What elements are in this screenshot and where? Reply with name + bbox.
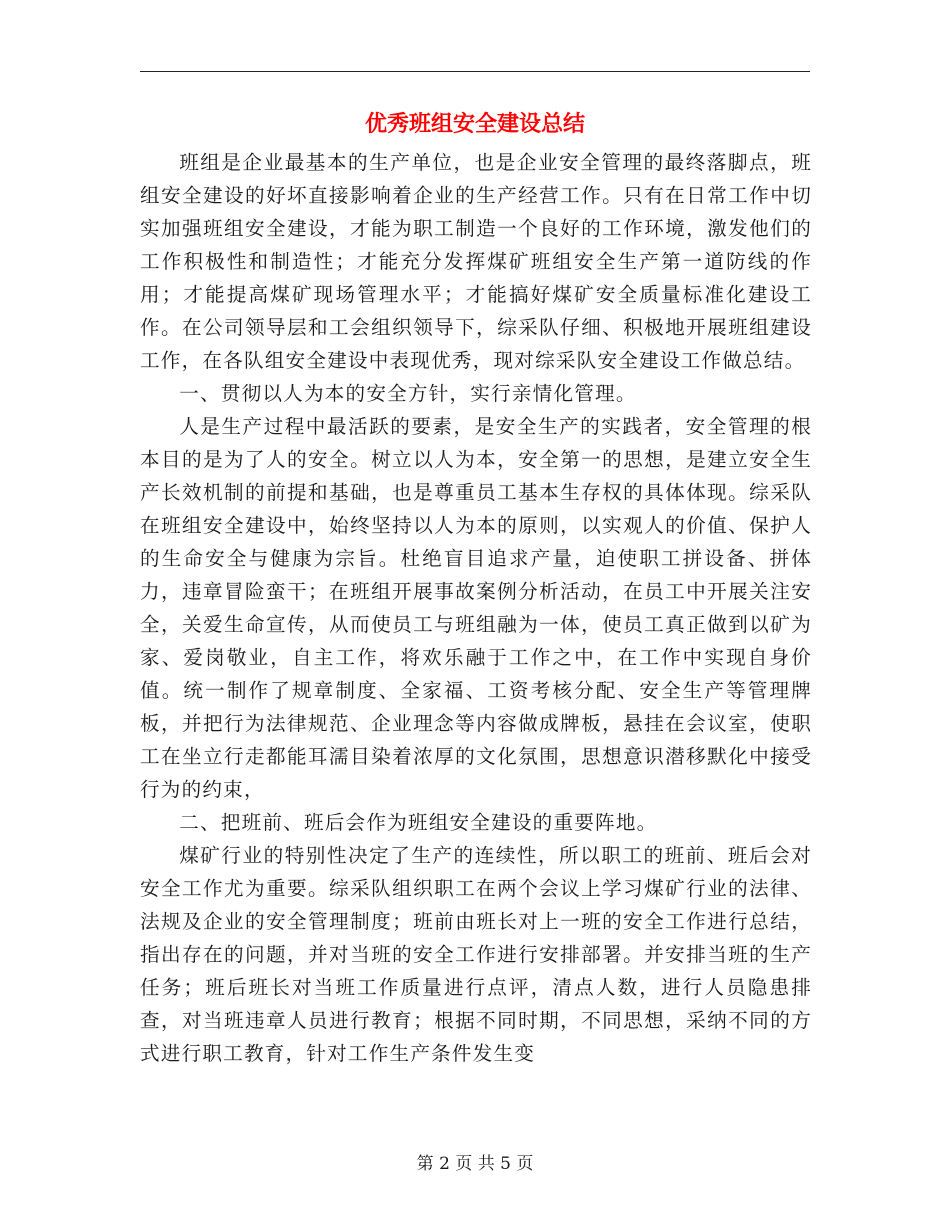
- section-heading-2: 二、把班前、班后会作为班组安全建设的重要阵地。: [179, 811, 658, 834]
- document-body: [140, 146, 812, 1070]
- footer-current-page: 2: [439, 1154, 450, 1174]
- document-title: 优秀班组安全建设总结: [364, 112, 585, 137]
- section-heading-1: 一、贯彻以人为本的安全方针，实行亲情化管理。: [179, 382, 637, 405]
- page-footer: [140, 1152, 810, 1176]
- paragraph-section-2: 煤矿行业的特别性决定了生产的连续性，所以职工的班前、班后会对安全工作尤为重要。综采队组织职工在两个会议上学习煤矿行业的法律、法规及企业的安全管理制度；班前由班长对上一班的安全工作进行总结，指出存在的问题，并对当班的安全工作进行安排部署。并安排当班的生产任务；班后班长对当班工作质量进行点评，清点人数，进行人员隐患排查，对当班违章人员进行教育；根据不同时期，不同思想，采纳不同的方式进行职工教育，针对工作生产条件发生变: [140, 844, 812, 1065]
- footer-suffix: 页: [516, 1154, 534, 1174]
- footer-page-word: 页: [455, 1154, 473, 1174]
- paragraph-section-1: 人是生产过程中最活跃的要素，是安全生产的实践者，安全管理的根本目的是为了人的安全。树立以人为本，安全第一的思想，是建立安全生产长效机制的前提和基础，也是尊重员工基本生存权的具体体现。综采队在班组安全建设中，始终坚持以人为本的原则，以实观人的价值、保护人的生命安全与健康为宗旨。杜绝盲目追求产量，迫使职工拼设备、拼体力，违章冒险蛮干；在班组开展事故案例分析活动，在员工中开展关注安全，关爱生命宣传，从而使员工与班组融为一体，使员工真正做到以矿为家、爱岗敬业，自主工作，将欢乐融于工作之中，在工作中实现自身价值。统一制作了规章制度、全家福、工资考核分配、安全生产等管理牌板，并把行为法律规范、企业理念等内容做成牌板，悬挂在会议室，使职工在坐立行走都能耳濡目染着浓厚的文化氛围，思想意识潜移默化中接受行为的约束，: [140, 415, 812, 801]
- paragraph-intro: 班组是企业最基本的生产单位，也是企业安全管理的最终落脚点，班组安全建设的好坏直接影响着企业的生产经营工作。只有在日常工作中切实加强班组安全建设，才能为职工制造一个良好的工作环境，激发他们的工作积极性和制造性；才能充分发挥煤矿班组安全生产第一道防线的作用；才能提高煤矿现场管理水平；才能搞好煤矿安全质量标准化建设工作。在公司领导层和工会组织领导下，综采队仔细、积极地开展班组建设工作，在各队组安全建设中表现优秀，现对综采队安全建设工作做总结。: [140, 151, 812, 372]
- footer-total-pages: 5: [500, 1154, 511, 1174]
- footer-total-word: 共: [477, 1154, 495, 1174]
- footer-prefix: 第: [416, 1154, 434, 1174]
- header-rule: [140, 71, 810, 72]
